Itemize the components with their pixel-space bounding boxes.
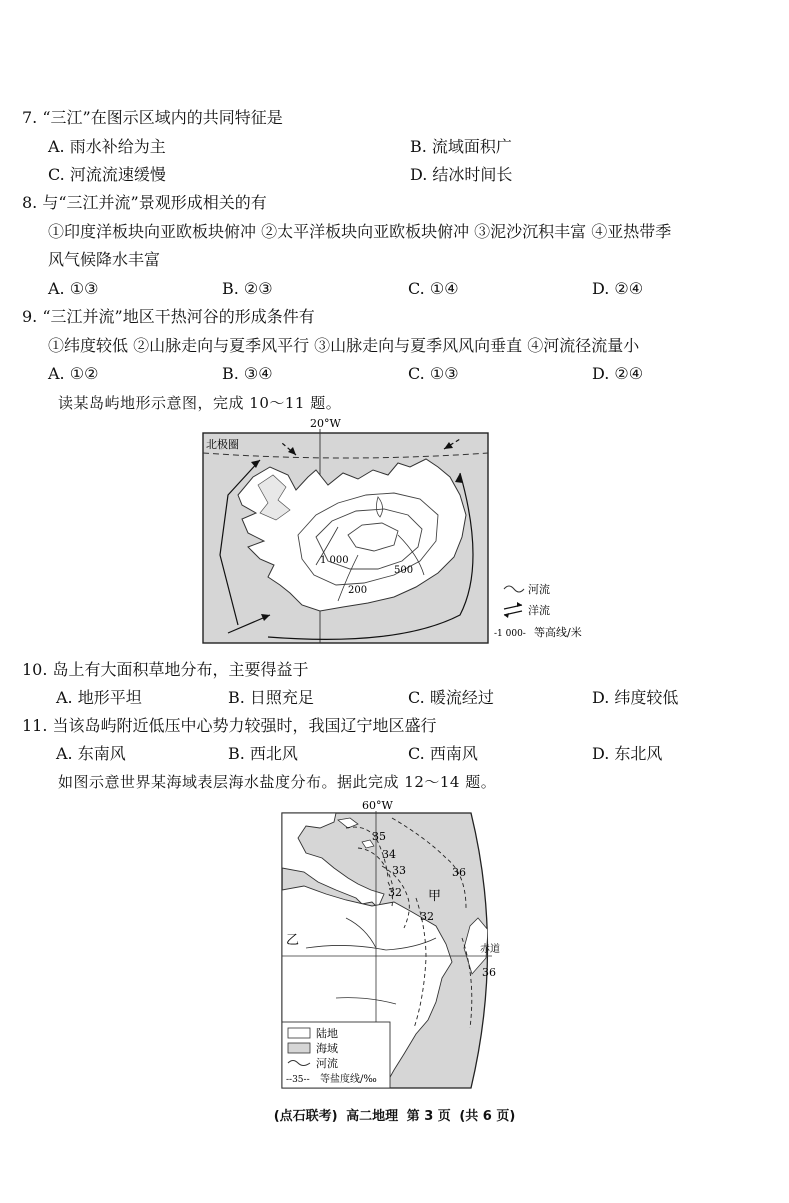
isohaline-33-label: 33	[392, 864, 406, 877]
q8-items-line2: 风气候降水丰富	[48, 250, 161, 269]
q9-option-a: A. ①②	[48, 364, 99, 383]
equator-label: 赤道	[480, 944, 500, 955]
intro-q10-11: 读某岛屿地形示意图，完成 10～11 题。	[58, 394, 342, 412]
isohaline-36b-label: 36	[482, 966, 496, 979]
footer-subject: 高二地理	[346, 1109, 399, 1124]
q8-option-c: C. ①④	[408, 279, 459, 298]
q10-option-c: C. 暖流经过	[408, 688, 494, 707]
q9-option-d: D. ②④	[592, 364, 644, 383]
q10-option-a: A. 地形平坦	[56, 688, 142, 707]
q11-option-c: C. 西南风	[408, 744, 478, 763]
contour-200-label: 200	[348, 585, 368, 596]
isohaline-34-label: 34	[382, 848, 396, 861]
legend-isohaline: 等盐度线/‰	[320, 1074, 377, 1085]
q7-option-c: C. 河流流速缓慢	[48, 165, 166, 184]
legend-river-2: 河流	[316, 1057, 338, 1070]
q11-stem: 11. 当该岛屿附近低压中心势力较强时，我国辽宁地区盛行	[22, 716, 437, 735]
legend-sea: 海域	[316, 1042, 338, 1055]
q8-items-line1: ①印度洋板块向亚欧板块俯冲 ②太平洋板块向亚欧板块俯冲 ③泥沙沉积丰富 ④亚热带季	[48, 222, 672, 241]
q7-option-d: D. 结冰时间长	[410, 165, 513, 184]
page-footer	[0, 1105, 789, 1124]
legend-iso-sample: --35--	[286, 1075, 310, 1085]
arctic-circle-label: 北极圈	[206, 438, 239, 451]
legend-land: 陆地	[316, 1027, 338, 1040]
q11-option-b: B. 西北风	[228, 744, 298, 763]
legend-river-icon	[504, 586, 524, 592]
point-jia: 甲	[428, 889, 442, 904]
q8-option-b: B. ②③	[222, 279, 273, 298]
q10-option-b: B. 日照充足	[228, 688, 314, 707]
q8-option-a: A. ①③	[48, 279, 99, 298]
q7-stem: 7. “三江”在图示区域内的共同特征是	[22, 108, 283, 127]
q8-stem: 8. 与“三江并流”景观形成相关的有	[22, 193, 267, 212]
legend-contour: 等高线/米	[534, 626, 582, 639]
isohaline-36a-label: 36	[452, 866, 466, 879]
q11-option-d: D. 东北风	[592, 744, 663, 763]
contour-1000-label: 1 000	[320, 555, 349, 566]
isohaline-32a-label: 32	[388, 886, 402, 899]
q10-option-d: D. 纬度较低	[592, 688, 679, 707]
legend-sea-swatch	[288, 1043, 310, 1053]
q9-stem: 9. “三江并流”地区干热河谷的形成条件有	[22, 307, 315, 326]
legend-contour-sample: -1 000-	[494, 629, 526, 639]
q9-option-c: C. ①③	[408, 364, 459, 383]
footer-page: 第 3 页	[406, 1109, 451, 1124]
island-map	[198, 415, 593, 647]
point-yi: 乙	[286, 933, 300, 948]
isohaline-32b-label: 32	[420, 910, 434, 923]
contour-500-label: 500	[394, 565, 414, 576]
legend-land-swatch	[288, 1028, 310, 1038]
q9-items: ①纬度较低 ②山脉走向与夏季风平行 ③山脉走向与夏季风风向垂直 ④河流径流量小	[48, 336, 640, 355]
footer-total: (共 6 页)	[459, 1109, 516, 1124]
q11-option-a: A. 东南风	[56, 744, 126, 763]
intro-q12-14: 如图示意世界某海域表层海水盐度分布。据此完成 12～14 题。	[58, 773, 497, 791]
meridian-60w-label: 60°W	[362, 799, 393, 812]
q9-option-b: B. ③④	[222, 364, 273, 383]
q7-option-b: B. 流域面积广	[410, 137, 512, 156]
q10-stem: 10. 岛上有大面积草地分布，主要得益于	[22, 660, 309, 679]
footer-source: (点石联考)	[273, 1109, 338, 1124]
legend-current-icon	[504, 605, 522, 615]
legend-river: 河流	[528, 583, 550, 596]
meridian-label: 20°W	[310, 417, 341, 430]
isohaline-35-label: 35	[372, 830, 386, 843]
salinity-map	[276, 798, 506, 1096]
q7-option-a: A. 雨水补给为主	[48, 137, 166, 156]
q8-option-d: D. ②④	[592, 279, 644, 298]
legend-current: 洋流	[528, 604, 550, 617]
